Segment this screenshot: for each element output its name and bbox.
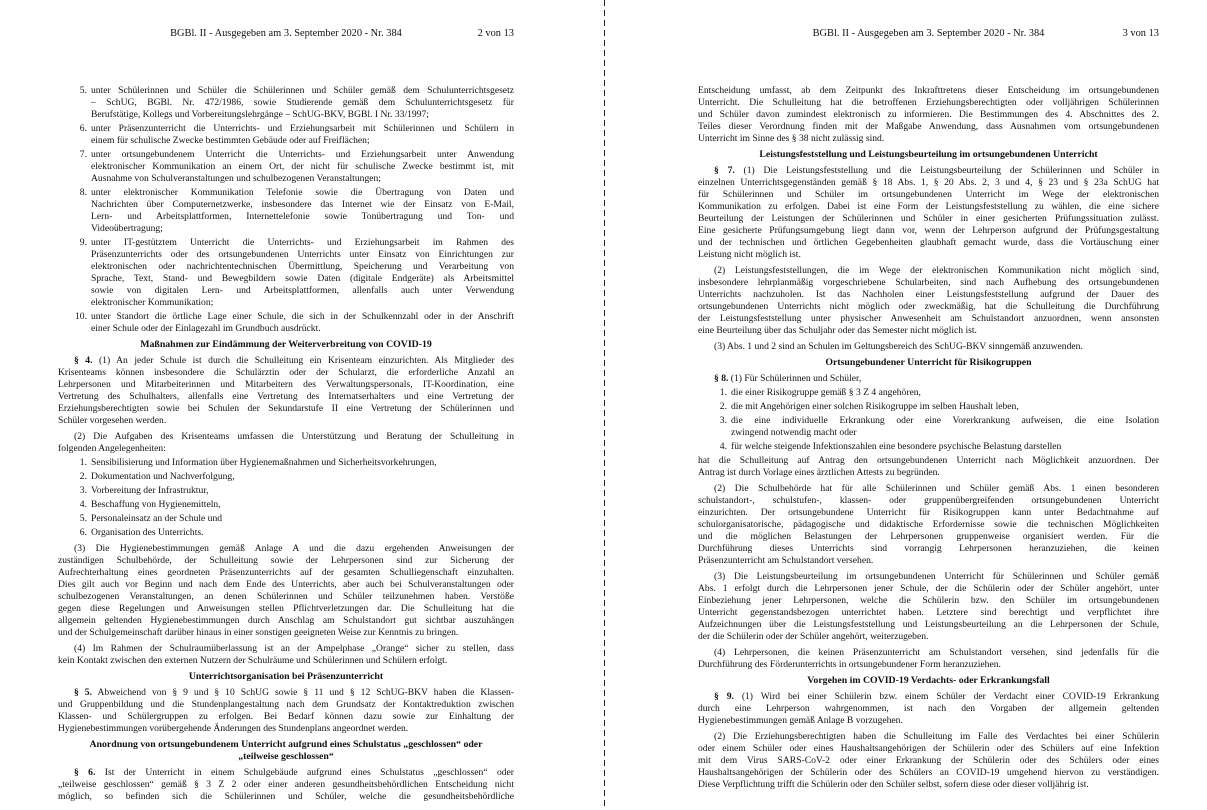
text-line: Nachrichten über Computernetzwerke, insbesondere das Internet wie der Einsatz von E-Mail, <box>91 199 514 210</box>
list-item <box>58 85 514 121</box>
paragraph <box>698 483 1159 567</box>
list-item <box>698 387 1159 399</box>
paragraph <box>58 431 514 455</box>
text-line: Klassen- und Schülergruppen zu erfolgen. Bei Bedarf können dazu sowie zur Einhaltung der <box>58 711 514 722</box>
text-line: unter Standort die örtliche Lage einer Schule, die sich in der Schulkennzahl oder in der Anschrift <box>91 311 514 322</box>
text-line: Präsenzunterricht am Schulstandort versehen. <box>698 555 874 566</box>
list-number: 8. <box>79 187 87 198</box>
line-text: Ist der Unterricht in einem Schulgebäude aufgrund eines Schulstatus „geschlossen“ oder <box>104 767 514 778</box>
text-line: folgenden Angelegenheiten: <box>58 443 166 454</box>
text-line: Leistungsfeststellung und Leistungsbeurteilung im ortsungebundenen Unterricht <box>759 149 1098 160</box>
section-heading <box>698 357 1159 369</box>
list-number: 2. <box>719 401 727 412</box>
list-item <box>58 237 514 309</box>
list-item <box>698 401 1159 413</box>
text-line: Durchführung dieses Unterrichts sind vorrangig Lehrpersonen heranzuziehen, die keinen <box>698 543 1159 554</box>
text-line: (2) Die Schulbehörde hat für alle Schülerinnen und Schüler gemäß Abs. 1 einen besonderen <box>714 483 1159 494</box>
text-line: und Schüler davon zumindest elektronisch zu informieren. Die Bestimmungen des 4. Abschnittes des 2. <box>698 109 1159 120</box>
text-line: und der technischen und örtlichen Gegebenheiten glaubhaft gemacht wurde, dass die Vortäuschung einer <box>698 237 1159 248</box>
paragraph <box>58 543 514 639</box>
text-line: unter ortsungebundenem Unterricht die Unterrichts- und Erziehungsarbeit unter Anwendung <box>91 149 514 160</box>
page-header-title: BGBl. II - Ausgegeben am 3. September 2020 - Nr. 384 <box>170 28 402 39</box>
section-label: § 7. <box>714 165 735 176</box>
text-line: elektronischen oder nachrichtentechnischen Übermittlung, Speicherung und Verarbeitung von <box>91 261 514 272</box>
paragraph <box>58 767 514 803</box>
text-line: Diese Verpflichtung trifft die Schülerin oder den Schüler selbst, sofern diese oder dieser volljährig ist. <box>698 779 1089 790</box>
text-line: (2) Die Erziehungsberechtigten haben die Schulleitung im Falle des Verdachtes bei einer Schülerin <box>714 731 1159 742</box>
text-line: die mit Angehörigen einer solchen Risikogruppe im selben Haushalt leben, <box>731 401 1019 412</box>
text-line: ortsungebundenen Unterrichts nicht möglich oder zweckmäßig, hat die Schulleitung die Durchführung <box>698 301 1159 312</box>
text-line: (3) Die Leistungsbeurteilung im ortsungebundenen Unterricht für Schülerinnen und Schüler gemäß <box>714 571 1159 582</box>
text-line: kein Kontakt zwischen den externen Nutzern der Schulräume und Schülerinnen und Schülern erfolgt. <box>58 655 448 666</box>
text-line: Vertretung des Schulhalters, allenfalls eine Vertretung des Internatserhalters und eine Vertretung der <box>58 391 514 402</box>
text-line: Organisation des Unterrichts. <box>91 527 204 538</box>
paragraph <box>698 731 1159 791</box>
text-line: elektronischer Kommunikation; <box>91 297 214 308</box>
text-line: – SchUG, BGBl. Nr. 472/1986, sowie Studierende gemäß dem Schulunterrichtsgesetz für <box>91 97 514 108</box>
text-line: der die Schülerin oder der Schüler angehört, weiterzugeben. <box>698 631 929 642</box>
text-line <box>698 373 1159 385</box>
list-item <box>698 441 1159 453</box>
line-text: Abweichend von § 9 und § 10 SchUG sowie § 11 und § 12 SchUG-BKV haben die Klassen- <box>97 687 514 698</box>
section-heading <box>58 339 514 351</box>
text-line: Anordnung von ortsungebundenem Unterricht aufgrund eines Schulstatus „geschlossen“ oder <box>89 739 483 750</box>
text-line: Leistung nicht möglich ist. <box>698 249 801 260</box>
text-line: schulbezogenen Veranstaltungen, an denen Schülerinnen und Schüler teilzunehmen haben. Verstöße <box>58 591 514 602</box>
text-line: Ortsungebundener Unterricht für Risikogruppen <box>825 357 1032 368</box>
text-line: unter IT-gestütztem Unterricht die Unterrichts- und Erziehungsarbeit im Rahmen des <box>91 237 514 248</box>
list-number: 6. <box>79 123 87 134</box>
text-line: einer Schule oder der Einlagezahl im Grundbuch ausdrückt. <box>91 323 321 334</box>
text-line: und der Schulgemeinschaft darüber hinaus in einer sonstigen geeigneten Weise zur Kenntnis zu bringen. <box>58 627 459 638</box>
text-line: eine Beurteilung über das Schuljahr oder das Semester nicht möglich ist. <box>698 325 977 336</box>
paragraph <box>698 165 1159 261</box>
section-heading <box>58 671 514 683</box>
text-line: Berufstätige, Kollegs und Vorbereitungslehrgänge – SchUG-BKV, BGBl. I Nr. 33/1997; <box>91 109 429 120</box>
text-line: (4) Lehrpersonen, die keinen Präsenzunterricht am Schulstandort versehen, sind jedenfalls für die <box>714 647 1159 658</box>
text-line: möglich, so befinden sich die Schülerinnen und Schüler, welche die gesundheitsbehördliche <box>58 791 514 802</box>
text-line: Kommunikation zu erfolgen. Dabei ist eine Form der Leistungsfeststellung zu wählen, die eine sichere <box>698 201 1159 212</box>
paragraph <box>698 373 1159 385</box>
list-number: 3. <box>719 415 727 426</box>
text-line: Einbeziehung jener Lehrpersonen, welche die Schülerin bzw. den Schüler im ortsungebundenen <box>698 595 1159 606</box>
text-line: für welche steigende Infektionszahlen eine besondere psychische Belastung darstellen <box>731 441 1062 452</box>
text-line: Beschaffung von Hygienemitteln, <box>91 499 221 510</box>
line-text: (1) Die Leistungsfeststellung und die Leistungsbeurteilung der Schülerinnen und Schüler in <box>743 165 1159 176</box>
text-line: sowie von digitalen Lern- und Arbeitsplattformen, allenfalls auch unter Verwendung <box>91 285 514 296</box>
text-line: Unterricht gegenstandsbezogen unterrichtet haben. Letztere sind berechtigt und verpflichtet ihre <box>698 607 1159 618</box>
paragraph <box>698 647 1159 671</box>
list-item <box>58 485 514 497</box>
paragraph-continued <box>698 85 1159 145</box>
text-line: Teiles dieser Verordnung finden mit der Maßgabe Anwendung, dass Ausnahmen vom ortsungebundenen <box>698 121 1159 132</box>
text-line: einzurichten. Der ortsungebundene Unterricht für Risikogruppen kann unter Bedachtnahme auf <box>698 507 1159 518</box>
list-item <box>58 471 514 483</box>
line-text: (1) Für Schülerinnen und Schüler, <box>730 373 862 384</box>
paragraph <box>698 265 1159 337</box>
text-line: (4) Im Rahmen der Schulraumüberlassung ist an der Ampelphase „Orange“ sicher zu stellen, dass <box>74 643 514 654</box>
list-number: 1. <box>719 387 727 398</box>
list-item <box>58 311 514 335</box>
text-line: Vorgehen im COVID-19 Verdachts- oder Erkrankungsfall <box>807 675 1050 686</box>
text-line: Beurteilung der Leistungen der Schülerinnen und Schüler in einer gesicherten Prüfungssituation zulässt. <box>698 213 1159 224</box>
text-line: Vorbereitung der Infrastruktur, <box>91 485 209 496</box>
section-label: § 8. <box>714 373 729 384</box>
text-line: (3) Abs. 1 und 2 sind an Schulen im Geltungsbereich des SchUG-BKV sinngemäß anzuwenden. <box>714 341 1083 352</box>
line-text: (1) An jeder Schule ist durch die Schulleitung ein Krisenteam einzurichten. Als Mitglieder des <box>98 355 514 366</box>
paragraph <box>698 691 1159 727</box>
text-line: Hygienebestimmungen gemäß Anlage B vorzugehen. <box>698 715 903 726</box>
text-line: Erziehungsberechtigten sowie bei Schulen der Sekundarstufe II eine Vertretung der Schülerinnen und <box>58 403 514 414</box>
text-line: die eine individuelle Erkrankung oder eine Vorerkrankung aufweisen, die eine Isolation <box>731 415 1159 426</box>
section-heading <box>58 739 514 763</box>
text-line: unter elektronischer Kommunikation Telefonie sowie die Übertragung von Daten und <box>91 187 514 198</box>
text-line: schulstandort-, schulstufen-, klassen- oder gruppenübergreifenden ortsungebundenen Unterricht <box>698 495 1159 506</box>
text-line: Aufrechterhaltung eines geordneten Präsenzunterrichts auf der gesamten Schulliegenschaft einzuhalten. <box>58 567 514 578</box>
list-number: 1. <box>79 457 87 468</box>
text-line: schulorganisatorische, pädagogische und didaktische Erfordernisse sowie die technischen Möglichkeiten <box>698 519 1159 530</box>
list-number: 5. <box>79 513 87 524</box>
text-line <box>58 687 514 699</box>
text-line: hat die Schulleitung auf Antrag den ortsungebundenen Unterricht nach Möglichkeit anzuordnen. Der <box>698 455 1159 466</box>
text-line: Sensibilisierung und Information über Hygienemaßnahmen und Sicherheitsvorkehrungen, <box>91 457 437 468</box>
text-line: Schüler vorgesehen werden. <box>58 415 167 426</box>
text-line: Abs. 1 erfolgt durch die Lehrpersonen jener Schule, der die Schülerin oder der Schüler angehört, unter <box>698 583 1159 594</box>
text-line: „teilweise geschlossen“ gemäß § 3 Z 2 oder einer anderen gesundheitsbehördlichen Entscheidung nicht <box>58 779 514 790</box>
text-line: (2) Leistungsfeststellungen, die im Wege der elektronischen Kommunikation nicht möglich sind, <box>714 265 1159 276</box>
section-label: § 9. <box>714 691 734 702</box>
text-line: Unterricht im Sinne des § 38 nicht zulässig sind. <box>698 133 885 144</box>
list-item <box>58 149 514 185</box>
list-item <box>58 457 514 469</box>
text-line: Entscheidung umfasst, ab dem Zeitpunkt des Inkrafttretens dieser Entscheidung im ortsungebundenen <box>698 85 1159 96</box>
text-line: Antrag ist durch Vorlage eines ärztlichen Attests zu begründen. <box>698 467 940 478</box>
text-line: allgemein geltenden Hygienebestimmungen durch Anschlag am Schulstandort gut sichtbar auszuhängen <box>58 615 514 626</box>
text-line: Präsenzunterrichts oder des ortsungebundenen Unterrichts unter Einsatz von Einrichtungen zur <box>91 249 514 260</box>
text-line: Personaleinsatz an der Schule und <box>91 513 223 524</box>
text-line: Krisenteams können insbesondere die Schulärztin oder der Schularzt, die erforderliche Anzahl an <box>58 367 514 378</box>
paragraph-tail <box>698 455 1159 479</box>
list-number: 6. <box>79 527 87 538</box>
text-line <box>58 355 514 367</box>
text-line: Hygienebestimmungen vorübergehende Änderungen des Stundenplans angeordnet werden. <box>58 723 409 734</box>
text-line: und die möglichen Belastungen der Lehrpersonen gruppenweise organisiert werden. Für die <box>698 531 1159 542</box>
text-line: einem für schulische Zwecke bestimmten Gebäude oder auf Freiflächen; <box>91 135 370 146</box>
page-text-column <box>698 85 1159 791</box>
line-text: (1) Wird bei einer Schülerin bzw. einem Schüler der Verdacht einer COVID-19 Erkrankung <box>741 691 1159 702</box>
list-item <box>58 499 514 511</box>
text-line: Dies gilt auch vor Beginn und nach dem Ende des Unterrichts, aber auch bei Schulveranstaltungen oder <box>58 579 514 590</box>
page-number: 2 von 13 <box>477 28 514 39</box>
section-heading <box>698 675 1159 687</box>
text-line: und Gruppenbildung und die Stundenplangestaltung nach dem Grundsatz der Kontaktreduktion zwischen <box>58 699 514 710</box>
text-line: Sprache, Text, Stand- und Bewegbildern sowie Daten (digitale Endgeräte) als Arbeitsmittel <box>91 273 514 284</box>
list-item <box>58 527 514 539</box>
text-line: zwingend notwendig macht oder <box>731 427 857 438</box>
text-line: insbesondere lehrplanmäßig vorgeschriebene Schularbeiten, sind nach Aufhebung des ortsungebundenen <box>698 277 1159 288</box>
text-line <box>58 767 514 779</box>
list-number: 5. <box>79 85 87 96</box>
text-line: unter Präsenzunterricht die Unterrichts- und Erziehungsarbeit mit Schülerinnen und Schülern in <box>91 123 514 134</box>
text-line: Eine gesicherte Prüfungsumgebung liegt dann vor, wenn der Lehrperson aufgrund der Prüfungsgestaltung <box>698 225 1159 236</box>
list-number: 4. <box>719 441 727 452</box>
text-line: Videoübertragung; <box>91 223 163 234</box>
page-text-column <box>58 85 514 803</box>
document-page-right <box>605 0 1207 810</box>
section-label: § 4. <box>74 355 93 366</box>
text-line: Durchführung des Förderunterrichts in ortsungebundener Form heranzuziehen. <box>698 659 1001 670</box>
text-line: die einer Risikogruppe gemäß § 3 Z 4 angehören, <box>731 387 921 398</box>
text-line: Lehrpersonen und Mitarbeiterinnen und Mitarbeitern des Verwaltungspersonals, IT-Koordination, eine <box>58 379 514 390</box>
list-item <box>58 187 514 235</box>
list-number: 2. <box>79 471 87 482</box>
document-page-left <box>0 0 603 810</box>
text-line: Ausnahme von Schulveranstaltungen und schulbezogenen Veranstaltungen; <box>91 173 381 184</box>
list-number: 10. <box>75 311 87 322</box>
page-header <box>698 27 1159 40</box>
text-line: mit dem Virus SARS-CoV-2 oder einer Erkrankung der Schülerin oder des Schülers oder eines <box>698 755 1159 766</box>
list-number: 3. <box>79 485 87 496</box>
text-line: der Leistungsfeststellung unter physischer Anwesenheit am Schulstandort anzuordnen, wenn ansonsten <box>698 313 1159 324</box>
text-line: für Schülerinnen und Schüler im ortsungebundenen Unterricht im Wege der elektronischen <box>698 189 1159 200</box>
text-line: Aufzeichnungen über die Leistungsfeststellung und Leistungsbeurteilung an die Lehrpersonen der Schule, <box>698 619 1159 630</box>
paragraph <box>58 643 514 667</box>
paragraph <box>698 571 1159 643</box>
section-label: § 5. <box>74 687 92 698</box>
page-header-title: BGBl. II - Ausgegeben am 3. September 2020 - Nr. 384 <box>812 28 1045 39</box>
text-line: Haushaltsangehörigen der Schülerin oder des Schülers an COVID-19 umgehend hiervon zu verständigen. <box>698 767 1159 778</box>
section-heading <box>698 149 1159 161</box>
text-line: zuständigen Schulbehörde, der Schulleitung sowie der Lehrpersonen sind zur Sicherung der <box>58 555 514 566</box>
text-line: durch eine Lehrperson wahrgenommen, ist nach den Vorgaben der allgemein geltenden <box>698 703 1159 714</box>
paragraph <box>698 341 1159 353</box>
text-line: Unterrichts nachzuholen. Ist das Nachholen einer Leistungsfeststellung aufgrund der Dauer des <box>698 289 1159 300</box>
list-item <box>58 513 514 525</box>
list-number: 4. <box>79 499 87 510</box>
text-line: elektronischer Kommunikation an einem Ort, der nicht für schulische Zwecke bestimmt ist, mit <box>91 161 514 172</box>
text-line: Maßnahmen zur Eindämmung der Weiterverbreitung von COVID-19 <box>140 339 432 350</box>
text-line: Dokumentation und Nachverfolgung, <box>91 471 235 482</box>
text-line: gegen diese Regelungen und Anweisungen stellen Pflichtverletzungen dar. Die Schulleitung hat die <box>58 603 514 614</box>
text-line: unter Schülerinnen und Schüler die Schülerinnen und Schüler gemäß dem Schulunterrichtsgesetz <box>91 85 514 96</box>
paragraph <box>58 355 514 427</box>
text-line: Lern- und Arbeitsplattformen, Internettelefonie sowie Tonübertragung und Ton- und <box>91 211 514 222</box>
text-line: Unterrichtsorganisation bei Präsenzunterricht <box>188 671 384 682</box>
page-number: 3 von 13 <box>1122 28 1159 39</box>
text-line <box>698 691 1159 703</box>
list-number: 7. <box>79 149 87 160</box>
list-item <box>58 123 514 147</box>
text-line <box>698 165 1159 177</box>
section-label: § 6. <box>74 767 96 778</box>
page-header <box>58 27 514 40</box>
text-line: „teilweise geschlossen“ <box>238 751 334 762</box>
text-line: (2) Die Aufgaben des Krisenteams umfassen die Unterstützung und Beratung der Schulleitung in <box>74 431 514 442</box>
list-number: 9. <box>79 237 87 248</box>
text-line: (3) Die Hygienebestimmungen gemäß Anlage A und die dazu ergehenden Anweisungen der <box>74 543 514 554</box>
paragraph <box>58 687 514 735</box>
text-line: einzelnen Unterrichtsgegenständen gemäß § 18 Abs. 1, § 20 Abs. 2, 3 und 4, § 23 und § 23a SchUG hat <box>698 177 1159 188</box>
list-item <box>698 415 1159 439</box>
text-line: oder einem Schüler oder eines Haushaltsangehörigen der Schülerin oder des Schülers auf eine Infektion <box>698 743 1159 754</box>
text-line: Unterricht. Die Schulleitung hat die betroffenen Erziehungsberechtigten oder volljährigen Schülerinnen <box>698 97 1159 108</box>
